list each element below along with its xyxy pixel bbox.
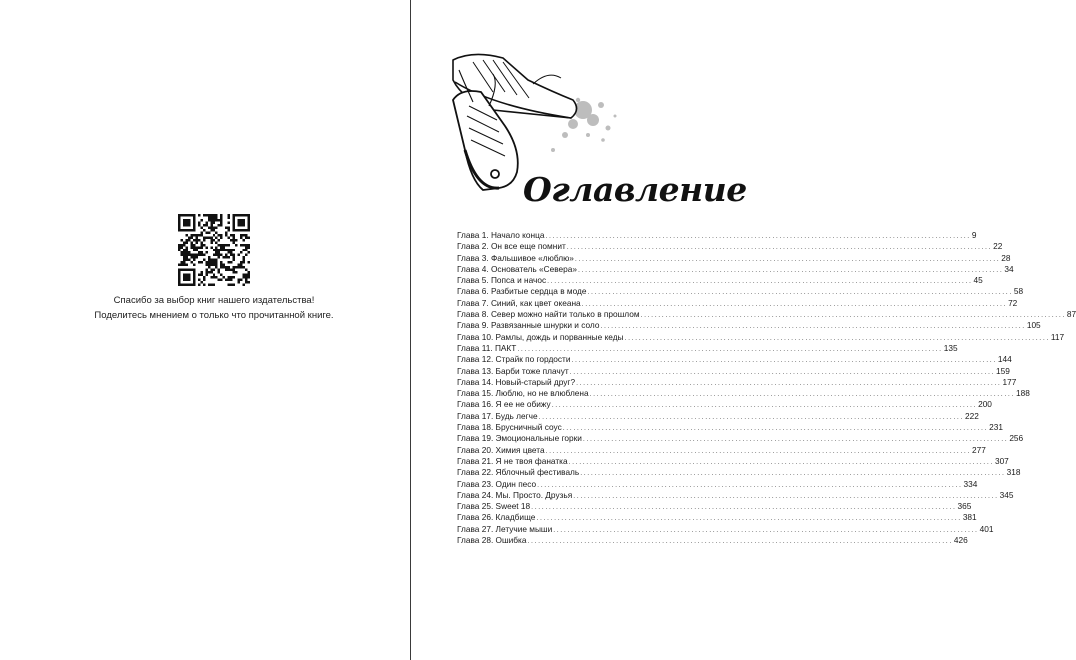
toc-entry-page: 365 xyxy=(957,501,972,512)
toc-entry[interactable] xyxy=(457,309,1076,320)
toc-leader-dots: ........................................................................................................................ xyxy=(576,379,1002,387)
toc-entry[interactable] xyxy=(457,252,1011,264)
toc-entry[interactable] xyxy=(457,467,1021,478)
toc-entry[interactable] xyxy=(457,331,1065,343)
toc-entry-page: 87 xyxy=(1066,309,1076,320)
toc-leader-dots: ........................................................................................................................ xyxy=(545,233,971,240)
toc-entry-page: 45 xyxy=(973,275,983,286)
toc-entry-page: 9 xyxy=(971,230,977,240)
toc-entry[interactable] xyxy=(457,455,1009,467)
toc-entry[interactable] xyxy=(457,241,1003,252)
toc-entry-page: 222 xyxy=(964,410,979,421)
toc-entry[interactable] xyxy=(457,478,978,490)
toc-entry-page: 334 xyxy=(963,478,978,489)
toc-leader-dots: ........................................................................................................................ xyxy=(517,345,943,353)
toc-entry-page: 318 xyxy=(1006,467,1021,478)
qr-code[interactable] xyxy=(178,214,250,286)
toc-entry[interactable] xyxy=(457,230,977,241)
toc-leader-dots: ........................................................................................................................ xyxy=(587,289,1013,297)
toc-leader-dots: ........................................................................................................................ xyxy=(574,255,1001,263)
left-page xyxy=(0,0,410,660)
toc-entry-page: 188 xyxy=(1015,388,1030,399)
toc-entry-title: Глава 14. Новый-старый друг? xyxy=(457,376,576,387)
toc-entry-title: Глава 17. Будь легче xyxy=(457,410,538,421)
toc-entry[interactable] xyxy=(457,523,994,535)
toc-entry[interactable] xyxy=(457,376,1017,388)
toc-leader-dots: ........................................................................................................................ xyxy=(580,470,1006,478)
toc-entry-title: Глава 20. Химия цвета xyxy=(457,444,545,455)
toc-entry-page: 159 xyxy=(996,365,1010,376)
toc-entry-page: 72 xyxy=(1008,297,1018,308)
toc-entry-title: Глава 4. Основатель «Севера» xyxy=(457,263,577,274)
toc-entry-title: Глава 3. Фальшивое «люблю» xyxy=(457,252,574,263)
toc-entry-page: 144 xyxy=(997,354,1012,365)
toc-leader-dots: ........................................................................................................................ xyxy=(569,368,996,376)
toc-entry-page: 231 xyxy=(989,422,1003,433)
toc-leader-dots: ........................................................................................................................ xyxy=(571,357,997,365)
toc-leader-dots: ........................................................................................................................ xyxy=(640,312,1066,320)
toc-entry[interactable] xyxy=(457,501,972,512)
toc-entry-title: Глава 24. Мы. Просто. Друзья xyxy=(457,489,573,500)
toc-entry-title: Глава 6. Разбитые сердца в моде xyxy=(457,286,587,297)
toc-entry[interactable] xyxy=(457,354,1012,365)
toc-entry-title: Глава 1. Начало конца xyxy=(457,230,545,240)
toc-entry-title: Глава 26. Кладбище xyxy=(457,512,536,523)
toc-entry-title: Глава 28. Ошибка xyxy=(457,535,527,546)
toc-leader-dots: ........................................................................................................................ xyxy=(568,458,994,466)
toc-entry-title: Глава 11. ПАКТ xyxy=(457,342,517,353)
toc-entry-page: 135 xyxy=(943,342,958,353)
toc-entry-title: Глава 25. Sweet 18 xyxy=(457,501,531,512)
toc-entry-title: Глава 7. Синий, как цвет океана xyxy=(457,297,581,308)
right-page xyxy=(411,0,1076,660)
toc-entry-title: Глава 9. Развязанные шнурки и соло xyxy=(457,320,600,331)
toc-leader-dots: ........................................................................................................................ xyxy=(589,391,1015,399)
table-of-contents xyxy=(457,230,1076,546)
toc-entry[interactable] xyxy=(457,263,1014,275)
thanks-line-2: Поделитесь мнением о только что прочитанной книге. xyxy=(94,310,334,321)
toc-leader-dots: ........................................................................................................................ xyxy=(582,436,1009,444)
toc-leader-dots: ........................................................................................................................ xyxy=(531,504,957,512)
toc-entry-title: Глава 12. Страйк по гордости xyxy=(457,354,571,365)
toc-leader-dots: ........................................................................................................................ xyxy=(545,447,971,455)
toc-entry-page: 401 xyxy=(979,523,994,534)
toc-entry-title: Глава 2. Он все еще помнит xyxy=(457,241,566,252)
toc-leader-dots: ........................................................................................................................ xyxy=(536,515,962,523)
toc-entry-page: 58 xyxy=(1013,286,1024,297)
toc-entry[interactable] xyxy=(457,320,1041,331)
toc-leader-dots: ........................................................................................................................ xyxy=(600,323,1026,331)
thanks-text xyxy=(60,293,368,323)
toc-entry-title: Глава 15. Люблю, но не влюблена xyxy=(457,388,589,399)
toc-entry[interactable] xyxy=(457,444,986,456)
toc-entry[interactable] xyxy=(457,297,1018,309)
toc-leader-dots: ........................................................................................................................ xyxy=(547,278,973,286)
toc-entry-title: Глава 8. Север можно найти только в прошлом xyxy=(457,309,640,320)
toc-leader-dots: ........................................................................................................................ xyxy=(566,244,993,252)
toc-entry-title: Глава 22. Яблочный фестиваль xyxy=(457,467,580,478)
toc-entry-page: 34 xyxy=(1004,263,1014,274)
toc-entry[interactable] xyxy=(457,489,1014,501)
toc-entry-page: 307 xyxy=(994,455,1009,466)
toc-leader-dots: ........................................................................................................................ xyxy=(624,334,1050,342)
page-title: Оглавление xyxy=(523,170,747,209)
toc-entry-page: 28 xyxy=(1001,252,1011,263)
toc-leader-dots: ........................................................................................................................ xyxy=(551,402,978,410)
toc-leader-dots: ........................................................................................................................ xyxy=(578,266,1004,274)
toc-entry[interactable] xyxy=(457,410,979,422)
toc-entry[interactable] xyxy=(457,399,992,410)
toc-entry[interactable] xyxy=(457,286,1024,297)
toc-leader-dots: ........................................................................................................................ xyxy=(553,526,979,534)
toc-entry-page: 117 xyxy=(1050,331,1065,342)
toc-entry-page: 200 xyxy=(978,399,992,410)
toc-entry[interactable] xyxy=(457,342,958,354)
toc-entry-page: 381 xyxy=(962,512,977,523)
toc-entry-title: Глава 19. Эмоциональные горки xyxy=(457,433,582,444)
toc-leader-dots: ........................................................................................................................ xyxy=(573,492,999,500)
toc-leader-dots: ........................................................................................................................ xyxy=(538,413,964,421)
toc-entry-title: Глава 16. Я ее не обижу xyxy=(457,399,551,410)
toc-leader-dots: ........................................................................................................................ xyxy=(537,481,963,489)
toc-entry-page: 426 xyxy=(953,535,968,546)
thanks-line-1: Спасибо за выбор книг нашего издательства! xyxy=(113,295,315,306)
toc-entry-title: Глава 5. Попса и начос xyxy=(457,275,547,286)
toc-entry-title: Глава 13. Барби тоже плачут xyxy=(457,365,569,376)
toc-entry-title: Глава 10. Рамлы, дождь и порванные кеды xyxy=(457,331,624,342)
toc-entry-page: 277 xyxy=(971,444,986,455)
toc-entry[interactable] xyxy=(457,535,968,546)
toc-entry[interactable] xyxy=(457,365,1010,377)
toc-entry-title: Глава 18. Брусничный соус xyxy=(457,422,562,433)
toc-entry-title: Глава 27. Летучие мыши xyxy=(457,523,553,534)
toc-leader-dots: ........................................................................................................................ xyxy=(581,300,1008,308)
toc-entry[interactable] xyxy=(457,275,983,286)
toc-entry-page: 105 xyxy=(1026,320,1041,331)
toc-entry-page: 256 xyxy=(1009,433,1024,444)
toc-entry[interactable] xyxy=(457,422,1003,433)
toc-entry[interactable] xyxy=(457,433,1024,444)
toc-entry[interactable] xyxy=(457,512,977,523)
toc-entry-page: 22 xyxy=(993,241,1003,252)
toc-entry[interactable] xyxy=(457,388,1030,399)
toc-entry-page: 345 xyxy=(999,489,1014,500)
toc-entry-page: 177 xyxy=(1002,376,1017,387)
toc-leader-dots: ........................................................................................................................ xyxy=(562,425,989,433)
toc-entry-title: Глава 23. Один песо xyxy=(457,478,537,489)
toc-leader-dots: ........................................................................................................................ xyxy=(527,538,953,546)
toc-entry-title: Глава 21. Я не твоя фанатка xyxy=(457,455,568,466)
